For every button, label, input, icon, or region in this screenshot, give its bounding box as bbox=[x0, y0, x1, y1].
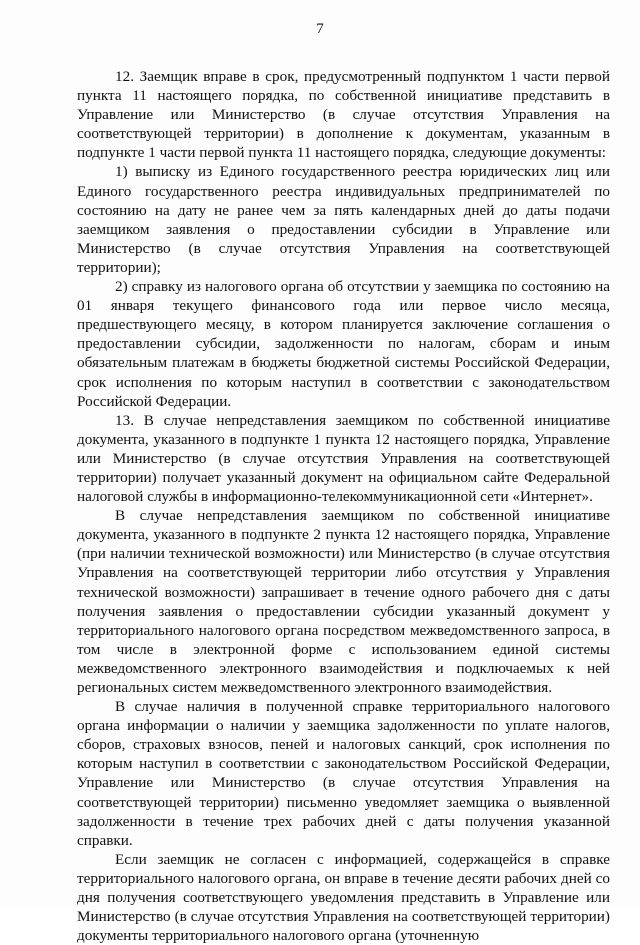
paragraph-12-item-1: 1) выписку из Единого государственного реестра юридических лиц или Единого государственного реестра индивидуальных предпринимателей по состоянию на дату не ранее чем за пять календарных дней до даты подачи заемщиком заявления о предоставлении субсидии в Управление или Министерство (в случае отсутствия Управления на соответствующей территории); bbox=[77, 163, 610, 276]
paragraph-12: 12. Заемщик вправе в срок, предусмотренный подпунктом 1 части первой пункта 11 настоящего порядка, по собственной инициативе представить в Управление или Министерство (в случае отсутствия Управления на соответствующей территории) в дополнение к документам, указанным в подпункте 1 части первой пункта 11 настоящего порядка, следующие документы: bbox=[77, 68, 610, 162]
paragraph-13-part-2: В случае непредставления заемщиком по собственной инициативе документа, указанного в подпункте 2 пункта 12 настоящего порядка, Управление (при наличии технической возможности) или Министерство (в случае отсутствия Управления на соответствующей территории либо отсутствия у Управления технической возможности) запрашивает в течение одного рабочего дня с даты получения заявления о предоставлении субсидии указанный документ у территориального налогового органа посредством межведомственного запроса, в том числе в электронной форме с использованием единой системы межведомственного электронного взаимодействия и подключаемых к ней региональных систем межведомственного электронного взаимодействия. bbox=[77, 507, 610, 696]
paragraph-12-item-2: 2) справку из налогового органа об отсутствии у заемщика по состоянию на 01 января текущего финансового года или первое число месяца, предшествующего месяцу, в котором планируется заключение соглашения о предоставлении субсидии, задолженности по налогам, сборам и иным обязательным платежам в бюджеты бюджетной системы Российской Федерации, срок исполнения по которым наступил в соответствии с законодательством Российской Федерации. bbox=[77, 278, 610, 410]
paragraph-13-part-4: Если заемщик не согласен с информацией, содержащейся в справке территориального налогового органа, он вправе в течение десяти рабочих дней со дня получения соответствующего уведомления представить в Управление или Министерство (в случае отсутствия Управления на соответствующей территории) документы территориального налогового органа (уточненную bbox=[77, 850, 610, 945]
paragraph-13: 13. В случае непредставления заемщиком по собственной инициативе документа, указанного в подпункте 1 пункта 12 настоящего порядка, Управление или Министерство (в случае отсутствия Управления на соответствующей территории) получает указанный документ на официальном сайте Федеральной налоговой службы в информационно-телекоммуникационной сети «Интернет». bbox=[77, 411, 610, 506]
page-number: 7 bbox=[316, 21, 324, 37]
paragraph-13-part-3: В случае наличия в полученной справке территориального налогового органа информации о наличии у заемщика задолженности по уплате налогов, сборов, страховых взносов, пеней и налоговых санкций, срок исполнения по которым наступил в соответствии с законодательством Российской Федерации, Управление или Министерство (в случае отсутствия Управления на соответствующей территории) письменно уведомляет заемщика о выявленной задолженности в течение трех рабочих дней с даты получения указанной справки. bbox=[77, 698, 610, 849]
document-body bbox=[77, 67, 610, 945]
